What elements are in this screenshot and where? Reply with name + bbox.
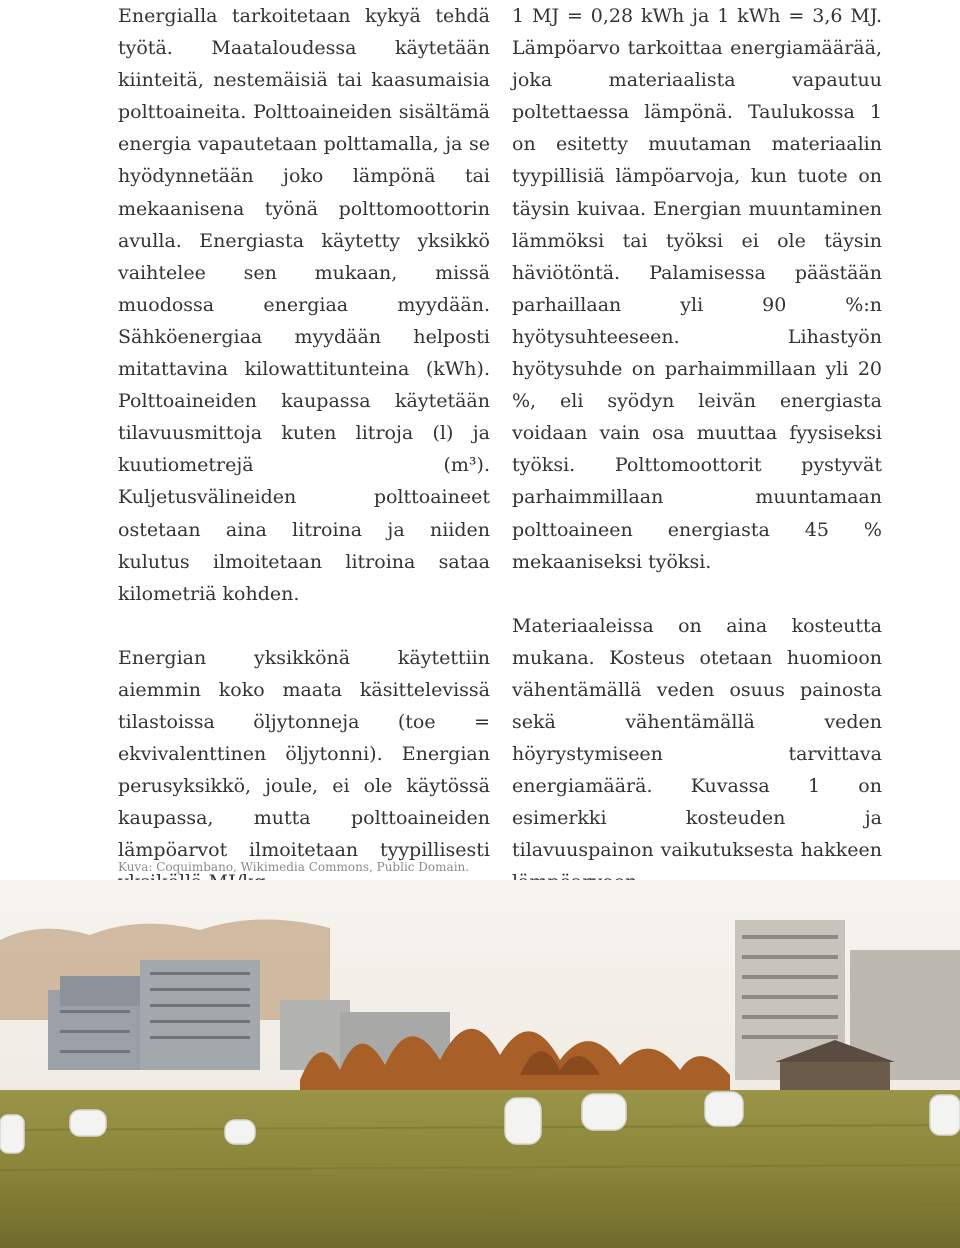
bale-2 <box>70 1110 106 1136</box>
photo-caption: Kuva: Coquimbano, Wikimedia Commons, Public Domain. <box>118 860 470 874</box>
right-paragraph-2: Materiaaleissa on aina kosteutta mukana. Kosteus otetaan huomioon vähentämällä veden osuus painosta sekä vähentämällä veden höyrystymiseen tarvittava energiamäärä. Kuvassa 1 on esimerkki kosteuden ja tilavuuspainon vaikutuksesta hakkeen <box>512 614 882 862</box>
bale-6 <box>705 1092 743 1126</box>
right-paragraph-1: 1 MJ = 0,28 kWh ja 1 kWh = 3,6 MJ. Lämpöarvo tarkoittaa energiamäärää, joka materiaalista vapautuu poltettaessa lämpönä. Taulukossa 1 on esitetty muutaman materiaalin tyypillisiä lämpöarvoja, kun tuote on täysin kuivaa. Energian muuntaminen lämmöksi tai työksi ei ole täysin häviötöntä. Palamisessa päästään parhaillaan yli 90 %:n hyötysuhteeseen. Lihastyön hyötysuhde on parhaimmillaan yli 20 %, eli syödyn leivän energiasta voidaan vain osa muuttaa fyysiseksi työksi. Polttomoottorit pystyvät parhaimmillaan muuntamaan polttoaineen energiasta 45 % mekaaniseksi työksi. <box>512 5 882 573</box>
bale-7 <box>930 1095 960 1135</box>
right-text-column <box>512 0 882 899</box>
left-text-column <box>118 0 490 899</box>
bale-4 <box>505 1098 541 1144</box>
left-paragraph-2: Energian yksikkönä käytettiin aiemmin koko maata käsittelevissä tilastoissa öljytonneja (toe = ekvivalenttinen öljytonni). Energian perusyksikkö, joule, ei ole käytössä kaupassa, mutta polttoaineiden lämpöarvot ilmoitetaan tyypillisesti <box>118 646 490 862</box>
field-with-bales-illustration <box>0 880 960 1248</box>
bale-3 <box>225 1120 255 1144</box>
bale-1 <box>0 1115 24 1153</box>
bale-5 <box>582 1094 626 1130</box>
left-paragraph-1: Energialla tarkoitetaan kykyä tehdä työtä. Maataloudessa käytetään kiinteitä, nestemäisiä tai kaasumaisia polttoaineita. Polttoaineiden sisältämä energia vapautetaan polttamalla, ja se hyödynnetään joko lämpönä tai mekaanisena työnä polttomoottorin avulla. Energiasta käytetty yksikkö vaihtelee sen mukaan, missä muodossa energiaa myydään. Sähköenergiaa myydään helposti mitattavina kilowattitunteina (kWh). Polttoaineiden kaupassa käytetään tilavuusmittoja kuten litroja (l) ja kuutiometrejä (m³). Kuljetusvälineiden polttoaineet ostetaan aina litroina ja niiden kulutus ilmoitetaan litroina sataa kilometriä kohden. <box>118 5 490 605</box>
field-photo <box>0 880 960 1248</box>
